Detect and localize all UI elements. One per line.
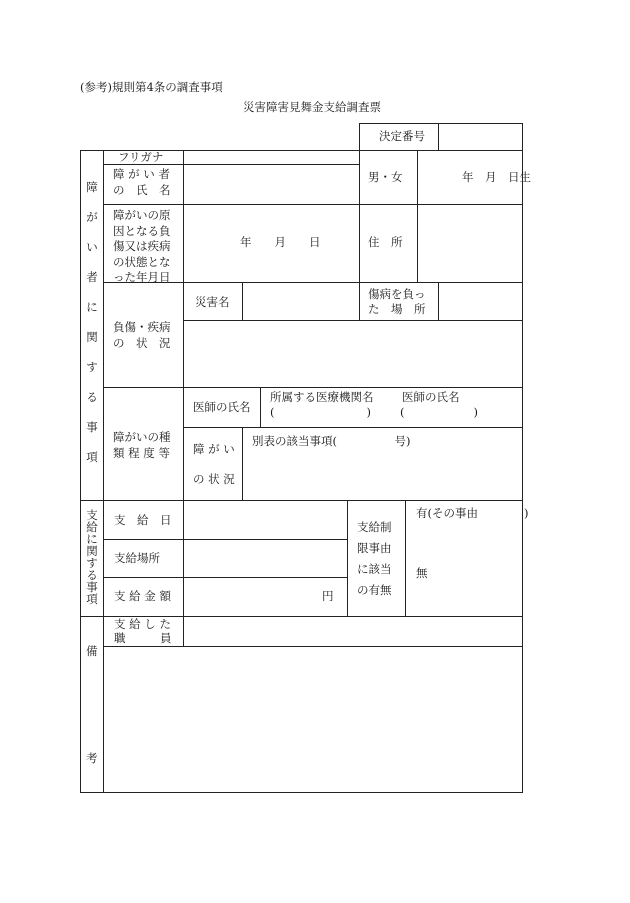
cause-date-field[interactable]: 年 月 日 (240, 235, 321, 249)
name-label-line1: 障 が い 者 (113, 167, 170, 181)
institution-label: 所属する医療機関名 (270, 390, 374, 404)
person-section-label: 障 が い 者 に 関 す る 事 項 (86, 180, 98, 464)
injury-place-field[interactable] (441, 285, 519, 317)
injury-status-field[interactable] (186, 323, 519, 385)
remarks-label-top: 備 (86, 644, 98, 658)
cause-date-label: 障がいの原 因となる負 傷又は疾病 の状態とな った年月日 (113, 208, 171, 285)
injury-status-label-line2: の 状 況 (113, 336, 171, 350)
decision-number-field[interactable] (445, 129, 515, 145)
condition-label-line1: 障 が い (193, 442, 235, 456)
payment-section-label: 支 給 に 関 す る 事 項 (86, 508, 98, 606)
restriction-no-option[interactable]: 無 (416, 566, 428, 580)
disability-label-line1: 障がいの種 (113, 430, 171, 444)
staff-label-line2: 職 員 (114, 631, 172, 645)
staff-label-line1: 支 給 し た (114, 617, 171, 631)
birthdate-field[interactable]: 年 月 日生 (462, 170, 531, 184)
name-field[interactable] (186, 167, 356, 201)
staff-field[interactable] (186, 619, 519, 644)
payment-place-label: 支給場所 (114, 551, 160, 565)
payment-amount-label: 支 給 金 額 (114, 589, 171, 603)
disability-label-line2: 類 程 度 等 (113, 446, 170, 460)
injury-place-label-line1: 傷病を負っ (368, 287, 426, 301)
restriction-yes-option[interactable]: 有(その事由 ) (416, 506, 529, 520)
condition-label-line2: の 状 況 (193, 472, 235, 486)
doctor-name-field[interactable]: ( ) (400, 405, 478, 419)
disaster-name-label: 災害名 (195, 295, 230, 309)
restriction-label: 支給制 限事由 に該当 の有無 (357, 520, 392, 597)
payment-date-label: 支 給 日 (114, 513, 172, 527)
form-title: 災害障害見舞金支給調査票 (243, 100, 381, 114)
furigana-label: フリガナ (118, 150, 164, 164)
remarks-label-bottom: 考 (86, 751, 98, 765)
payment-amount-yen[interactable]: 円 (322, 589, 334, 603)
doctor-name-label-2: 医師の氏名 (402, 390, 460, 404)
annex-table-field[interactable]: 別表の該当事項( 号) (252, 434, 411, 448)
injury-status-label-line1: 負傷・疾病 (113, 320, 171, 334)
payment-date-field[interactable] (186, 503, 344, 536)
doctor-name-label: 医師の氏名 (193, 400, 251, 414)
address-label: 住 所 (368, 235, 403, 249)
reference-note: (参考)規則第4条の調査事項 (80, 80, 223, 94)
payment-place-field[interactable] (186, 542, 344, 574)
gender-option[interactable]: 男・女 (368, 170, 403, 184)
disaster-name-field[interactable] (245, 285, 355, 317)
address-field[interactable] (420, 207, 518, 279)
furigana-field[interactable] (186, 151, 356, 163)
decision-number-label: 決定番号 (379, 129, 425, 143)
injury-place-label-line2: た 場 所 (368, 302, 426, 316)
institution-field[interactable]: ( ) (270, 405, 371, 419)
name-label-line2: の 氏 名 (113, 183, 171, 197)
remarks-field[interactable] (106, 649, 519, 789)
